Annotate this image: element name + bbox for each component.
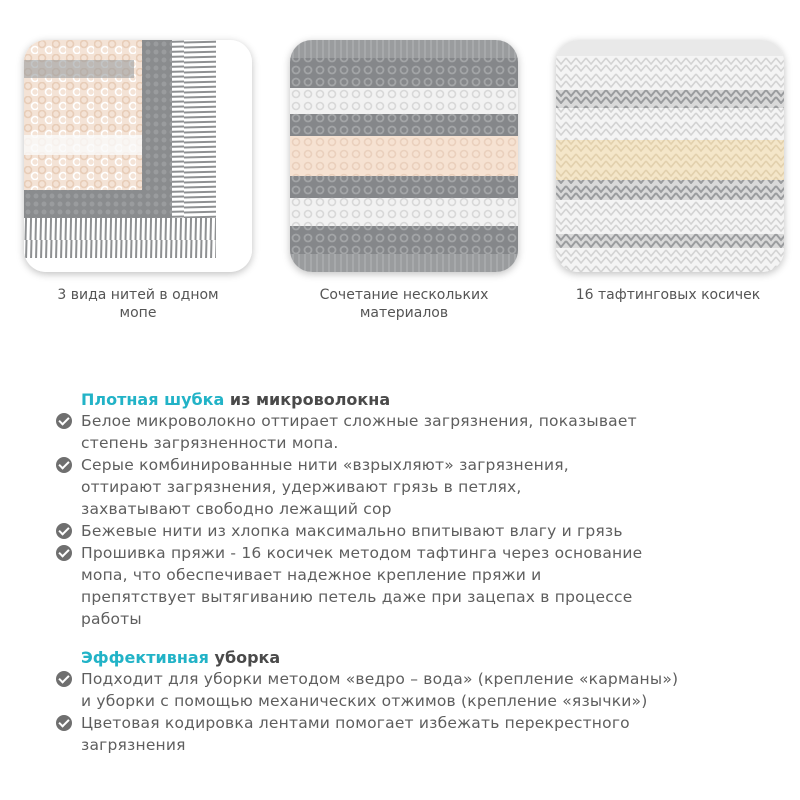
item-line: захватывают свободно лежащий сор: [81, 500, 392, 518]
section-heading: [56, 390, 756, 410]
item-line: Цветовая кодировка лентами помогает избежать перекрестного: [81, 714, 630, 732]
caption-braids: [548, 286, 788, 304]
item-line: Подходит для уборки методом «ведро – вода» (крепление «карманы»): [81, 670, 679, 688]
item-line: мопа, что обеспечивает надежное крепление пряжи и: [81, 566, 542, 584]
item-line: загрязнения: [81, 736, 186, 754]
item-line: Серые комбинированные нити «взрыхляют» загрязнения,: [81, 456, 569, 474]
caption-line: 16 тафтинговых косичек: [575, 287, 761, 303]
list-item: [56, 542, 756, 630]
section-cleaning: [56, 648, 756, 756]
item-line: Бежевые нити из хлопка максимально впитывают влагу и грязь: [81, 522, 623, 540]
section-microfiber: [56, 390, 756, 630]
item-line: работы: [81, 610, 142, 628]
heading-accent: Плотная шубка: [81, 390, 225, 409]
item-line: Прошивка пряжи - 16 косичек методом тафтинга через основание: [81, 544, 643, 562]
mop-corner-fringe-photo: [24, 40, 252, 272]
caption-line: мопе: [119, 305, 157, 321]
check-icon: [56, 715, 72, 731]
mop-loops-stripes-photo: [290, 40, 518, 272]
tile-mop-materials: [290, 40, 518, 272]
heading-rest: из микроволокна: [224, 390, 391, 409]
heading-accent: Эффективная: [81, 648, 209, 667]
check-icon: [56, 671, 72, 687]
item-line: препятствует вытягиванию петель даже при зацепах в процессе: [81, 588, 633, 606]
tufting-braids-photo: [556, 40, 784, 272]
check-icon: [56, 413, 72, 429]
tile-mop-corner: [24, 40, 252, 272]
feature-list: [56, 668, 756, 756]
list-item: [56, 668, 756, 712]
caption-line: материалов: [359, 305, 449, 321]
caption-yarn-types: [18, 286, 258, 322]
list-item: [56, 410, 756, 454]
list-item: [56, 454, 756, 520]
caption-materials: [284, 286, 524, 322]
item-line: оттирают загрязнения, удерживают грязь в петлях,: [81, 478, 522, 496]
feature-list: [56, 410, 756, 630]
section-heading: [56, 648, 756, 668]
item-line: степень загрязненности мопа.: [81, 434, 339, 452]
item-line: Белое микроволокно оттирает сложные загрязнения, показывает: [81, 412, 637, 430]
check-icon: [56, 457, 72, 473]
check-icon: [56, 523, 72, 539]
check-icon: [56, 545, 72, 561]
tile-tufting-braids: [556, 40, 784, 272]
item-line: и уборки с помощью механических отжимов (крепление «язычки»): [81, 692, 648, 710]
list-item: [56, 712, 756, 756]
list-item: [56, 520, 756, 542]
caption-line: 3 вида нитей в одном: [57, 287, 219, 303]
caption-line: Сочетание нескольких: [319, 287, 489, 303]
heading-rest: уборка: [208, 648, 281, 667]
